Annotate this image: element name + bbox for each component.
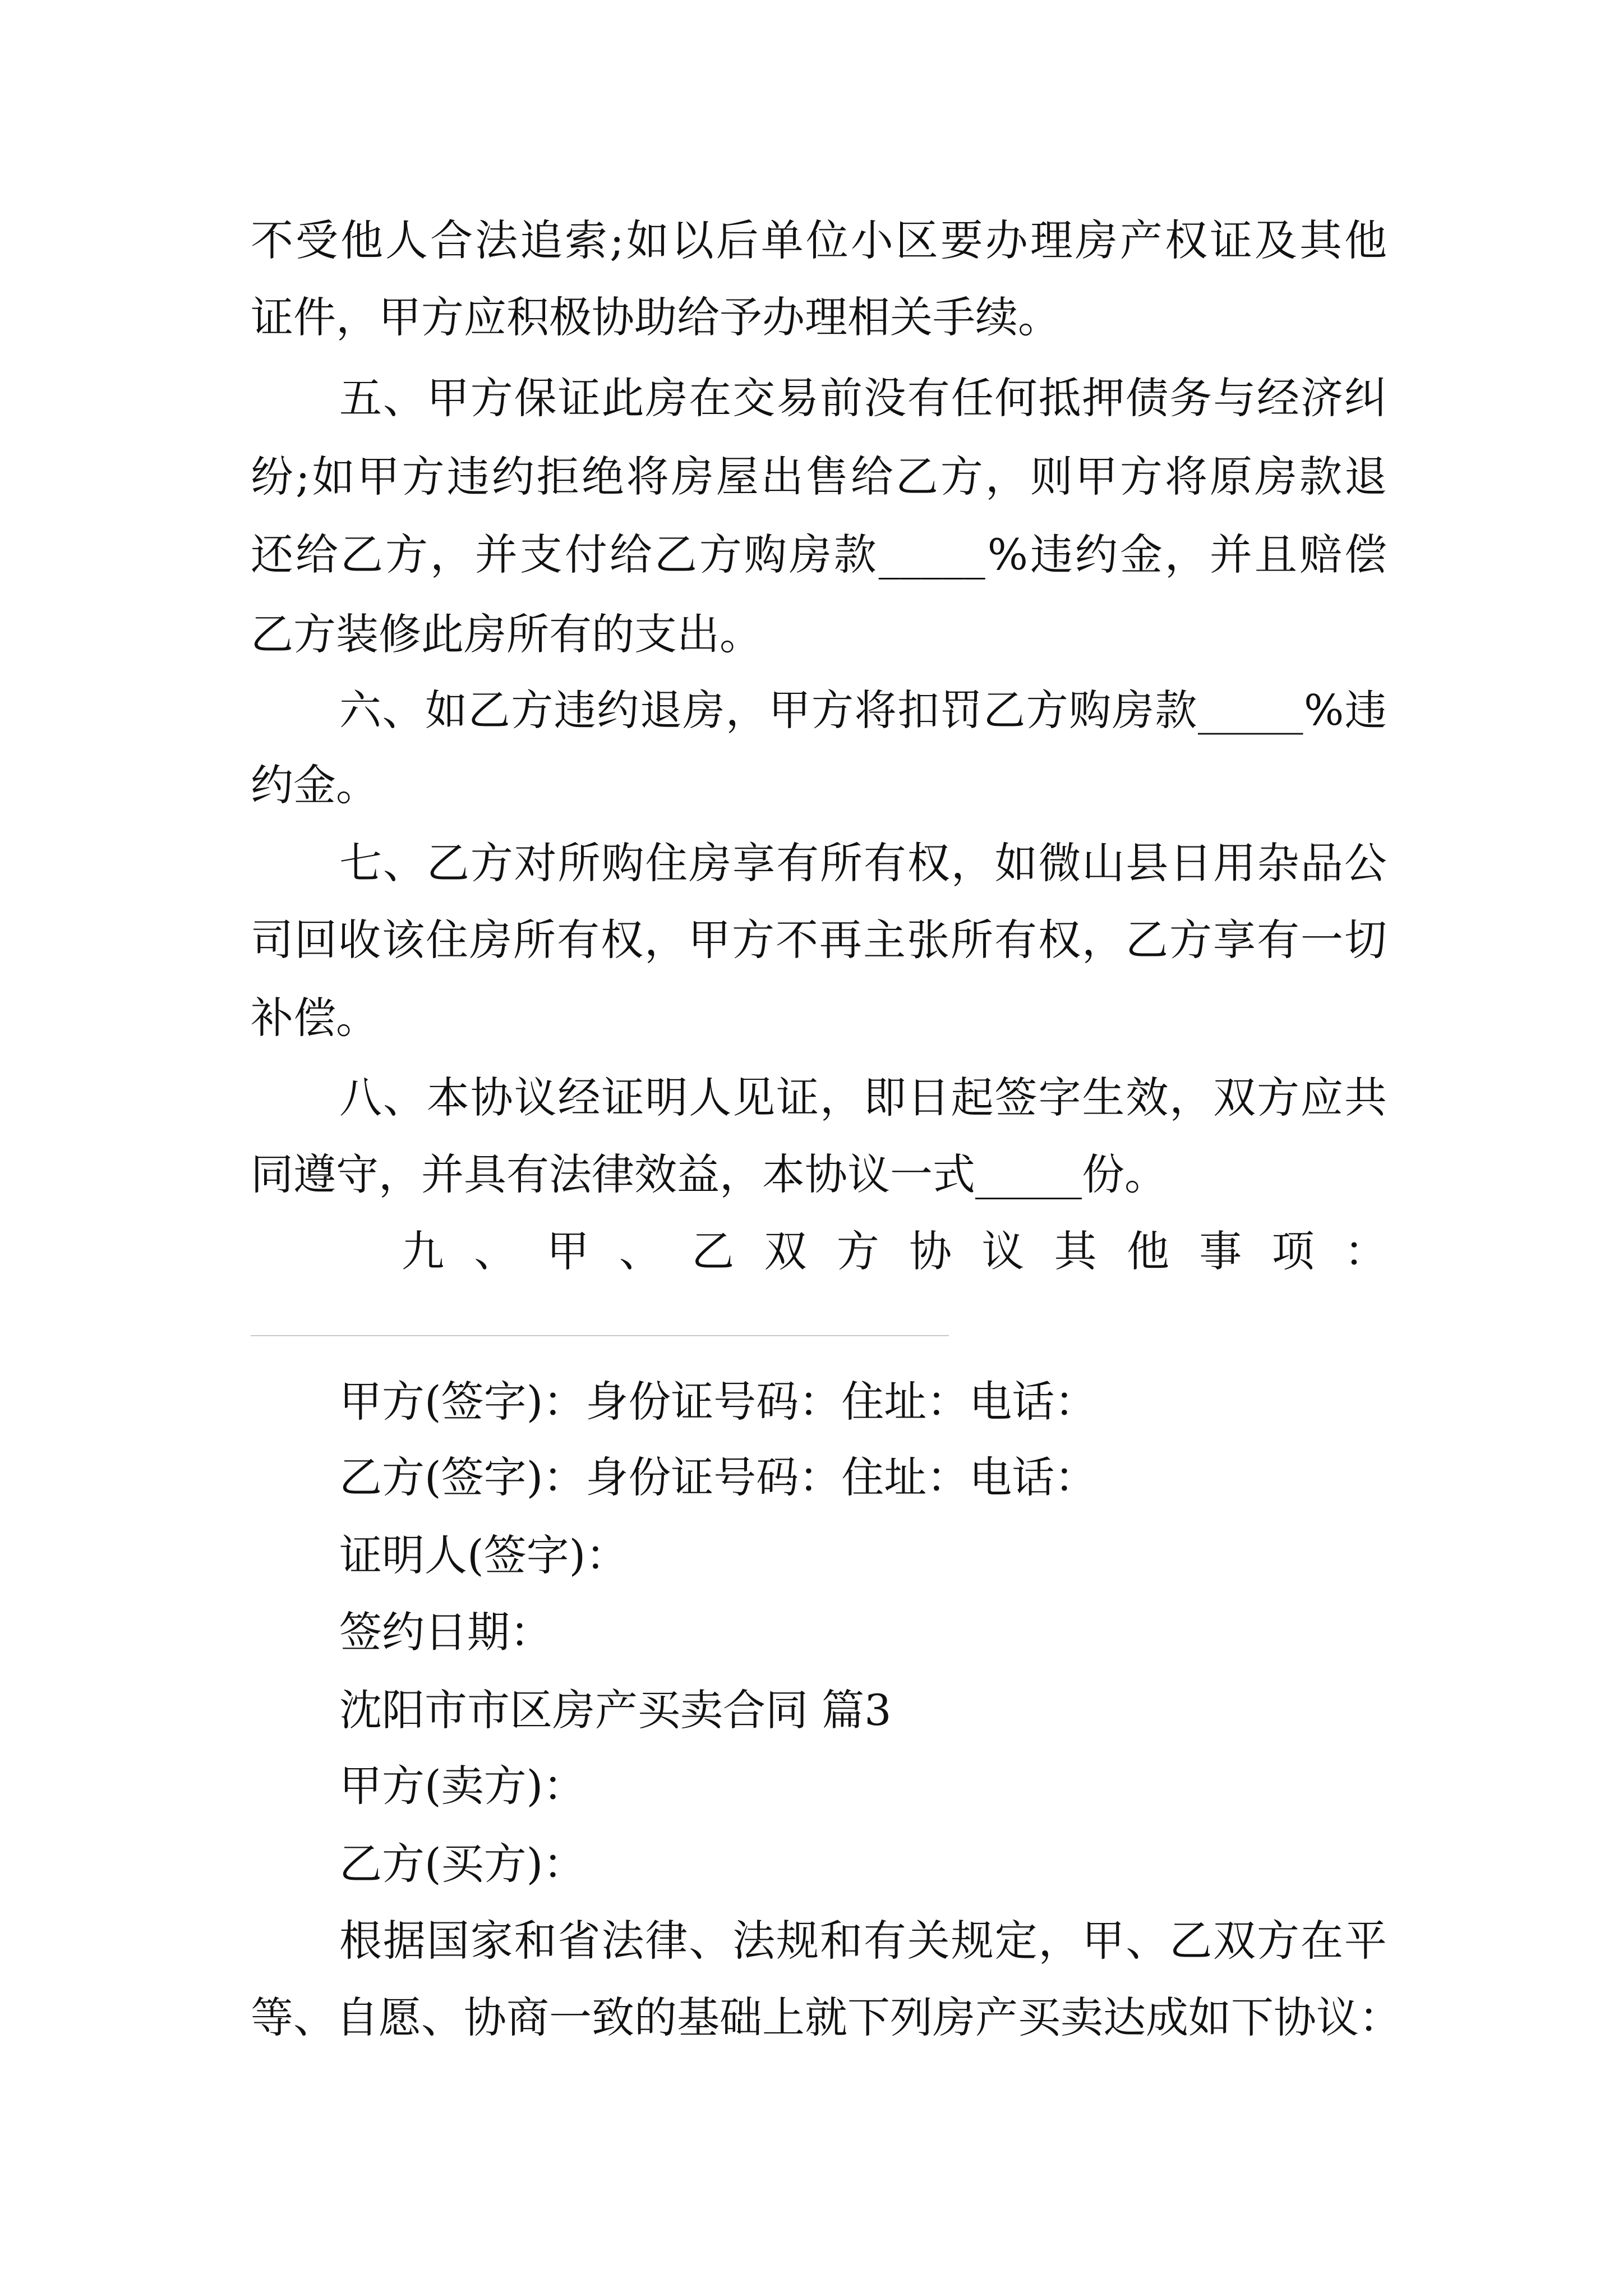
clause-4-text-line: 不 受 他 人 合 法 追 索 ; 如 以 后 单 位 小 区 要 办 理 房 产 权 证 及 其 他 [251, 215, 1387, 265]
clause-8-text-line: 同遵守，并具有法律效益，本协议一式_____份。 [251, 1149, 1167, 1199]
clause-8-text-line: 八 、 本 协 议 经 证 明 人 见 证 ， 即 日 起 签 字 生 效 ， 双 方 应 共 [339, 1073, 1387, 1122]
contract-title-line: 沈阳市市区房产买卖合同 篇3 [339, 1685, 892, 1735]
signing-date-line: 签约日期： [339, 1607, 552, 1657]
buyer-line: 乙方(买方)： [339, 1839, 586, 1889]
clause-4-text-line: 证件，甲方应积极协助给予办理相关手续。 [251, 292, 1061, 342]
clause-7-text-line: 司 回 收 该 住 房 所 有 权 ， 甲 方 不 再 主 张 所 有 权 ， 乙 方 享 有 一 切 [251, 915, 1387, 965]
clause-5-text-line: 乙方装修此房所有的支出。 [251, 609, 762, 659]
preamble-text-line: 根 据 国 家 和 省 法 律 、 法 规 和 有 关 规 定 ， 甲 、 乙 双 方 在 平 [339, 1916, 1387, 1966]
party-a-signature-line: 甲方(签字)：身份证号码：住址：电话： [339, 1377, 1098, 1427]
seller-line: 甲方(卖方)： [339, 1761, 586, 1811]
clause-5-text-line: 纷 ; 如 甲 方 违 约 拒 绝 将 房 屋 出 售 给 乙 方 ， 则 甲 方 将 原 房 款 退 [251, 452, 1387, 501]
clause-5-text-line: 五 、 甲 方 保 证 此 房 在 交 易 前 没 有 任 何 抵 押 债 务 与 经 济 纠 [339, 373, 1387, 423]
clause-6-text-line: 约金。 [251, 760, 379, 810]
party-b-signature-line: 乙方(签字)：身份证号码：住址：电话： [339, 1452, 1098, 1502]
preamble-text-line: 等 、 自 愿 、 协 商 一 致 的 基 础 上 就 下 列 房 产 买 卖 达 成 如 下 协 议 ： [251, 1993, 1401, 2042]
clause-9-heading: 九 、 甲 、 乙 双 方 协 议 其 他 事 项 ： [402, 1226, 1387, 1276]
clause-9-blank-line [251, 1335, 949, 1336]
clause-7-text-line: 补偿。 [251, 993, 379, 1043]
clause-7-text-line: 七 、 乙 方 对 所 购 住 房 享 有 所 有 权 ， 如 微 山 县 日 用 杂 品 公 [339, 838, 1387, 888]
clause-5-text-line: 还 给 乙 方 ， 并 支 付 给 乙 方 购 房 款 _____ % 违 约 金 ， 并 且 赔 偿 [251, 530, 1387, 579]
witness-signature-line: 证明人(签字)： [339, 1530, 629, 1580]
clause-6-text-line: 六 、 如 乙 方 违 约 退 房 ， 甲 方 将 扣 罚 乙 方 购 房 款 _____ % 违 [339, 685, 1387, 735]
